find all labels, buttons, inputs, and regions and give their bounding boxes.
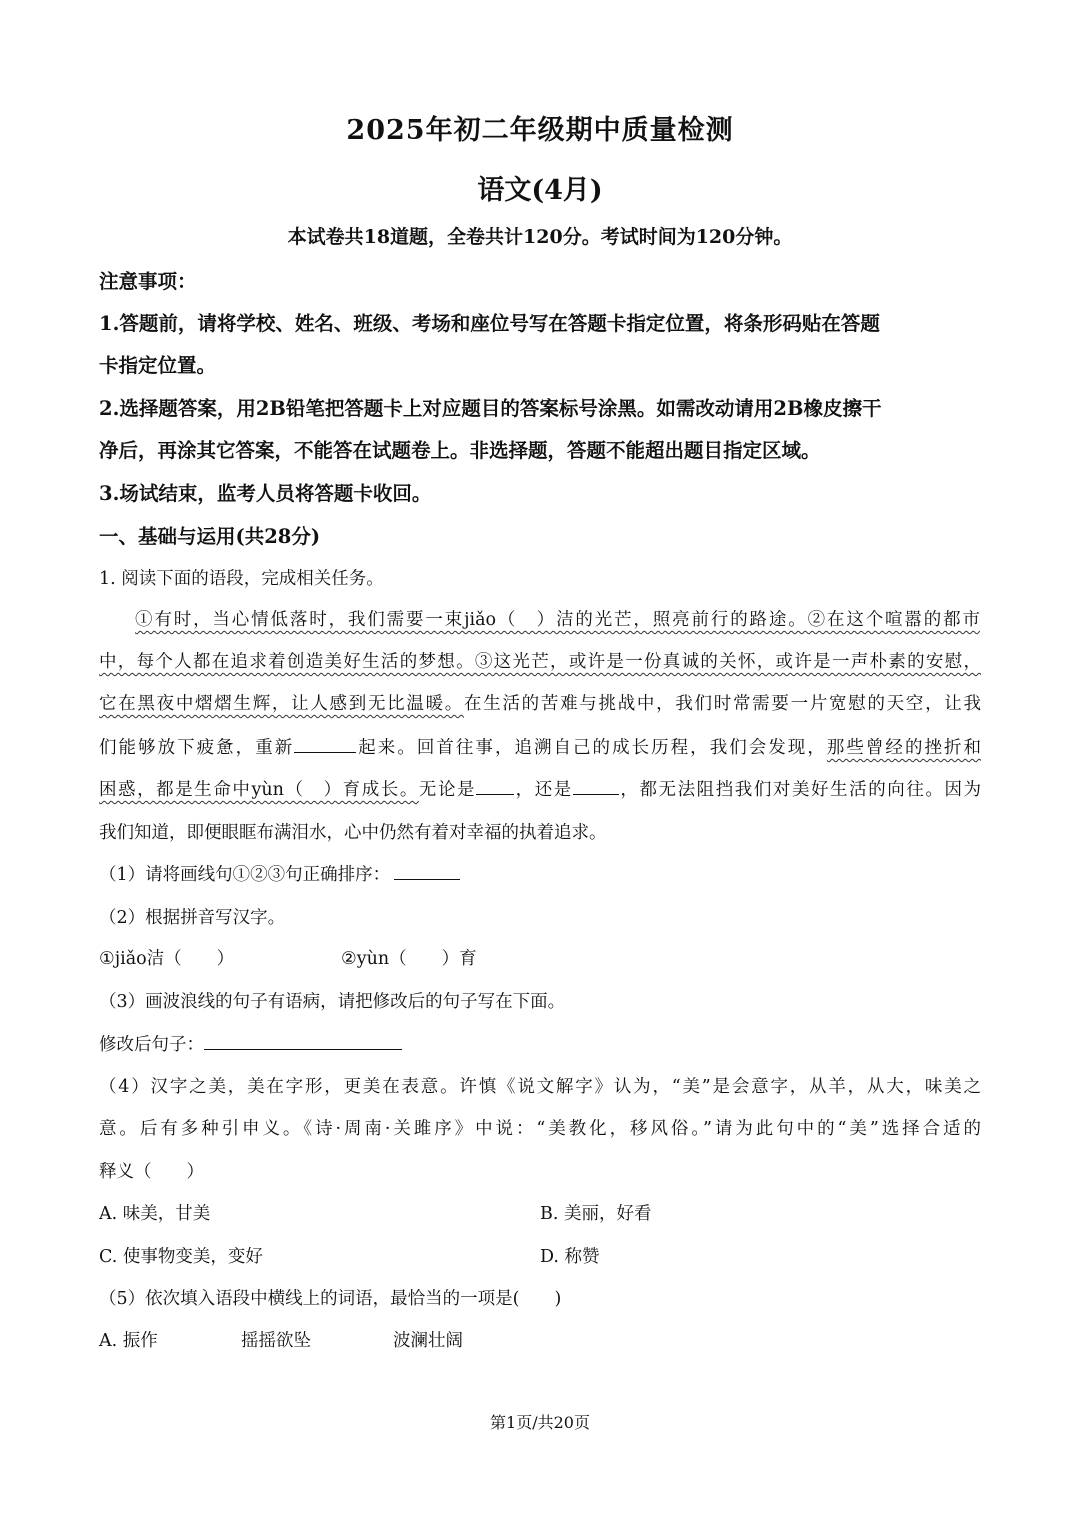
wavy-sentence-5: 困惑，都是生命中yùn（ ）育成长。	[99, 780, 419, 800]
sub5-option-a-word-3: 波澜壮阔	[393, 1331, 463, 1351]
passage-text: 无论是	[418, 780, 477, 800]
notes-item-3: 3.场试结束，监考人员将答题卡收回。	[99, 482, 432, 505]
revised-sentence-label: 修改后句子：	[99, 1035, 204, 1055]
passage-text: 起来。回首往事，追溯自己的成长历程，我们会发现，	[356, 738, 827, 758]
sub5-option-a[interactable]	[99, 1327, 158, 1352]
option-c[interactable]: C. 使事物变美，变好	[99, 1247, 263, 1267]
wavy-sentence-3: 它在黑夜中熠熠生辉，让人感到无比温暖。	[99, 694, 465, 714]
notes-item-1-line-2: 卡指定位置。	[99, 354, 217, 377]
fill-blank-2	[476, 778, 514, 795]
sub-question-1	[99, 861, 460, 886]
question-1-stem: 1. 阅读下面的语段，完成相关任务。	[99, 569, 384, 589]
revised-sentence-row	[99, 1031, 402, 1056]
passage-line-6: 我们知道，即便眼眶布满泪水，心中仍然有着对幸福的执着追求。	[99, 823, 607, 843]
exam-title: 2025年初二年级期中质量检测	[346, 115, 734, 146]
section-1-heading: 一、基础与运用(共28分)	[99, 525, 321, 548]
passage-line-4	[99, 734, 981, 759]
pinyin-item-2[interactable]: ②yùn（ ）育	[341, 949, 477, 969]
passage-line-2	[99, 648, 981, 673]
sub-question-3: （3）画波浪线的句子有语病，请把修改后的句子写在下面。	[99, 992, 566, 1012]
wavy-sentence-1: ①有时，当心情低落时，我们需要一束jiǎo（ ）洁的光芒，照亮前行的路途。②在这个喧嚣的都市	[135, 610, 980, 630]
option-b[interactable]: B. 美丽，好看	[540, 1204, 652, 1224]
passage-text: ，都无法阻挡我们对美好生活的向往。因为	[618, 780, 982, 800]
wavy-sentence-2: 中，每个人都在追求着创造美好生活的梦想。③这光芒，或许是一份真诚的关怀，或许是一声朴素的安慰，	[99, 652, 981, 672]
sub-question-5: （5）依次填入语段中横线上的词语，最恰当的一项是( )	[99, 1289, 562, 1309]
option-d[interactable]: D. 称赞	[540, 1247, 600, 1267]
passage-text: ，还是	[514, 780, 573, 800]
fill-blank-3	[573, 778, 619, 795]
sub-question-4-line-2: 意。后有多种引申义。《诗·周南·关雎序》中说：“美教化，移风俗。”请为此句中的“美”选择合适的	[99, 1119, 981, 1139]
exam-info: 本试卷共18道题，全卷共计120分。考试时间为120分钟。	[287, 226, 793, 248]
sub-question-4-line-1: （4）汉字之美，美在字形，更美在表意。许慎《说文解字》认为，“美”是会意字，从羊，从大，味美之	[99, 1077, 981, 1097]
option-a[interactable]: A. 味美，甘美	[99, 1204, 211, 1224]
sub-question-4-line-3: 释义（ ）	[99, 1162, 204, 1182]
sub5-option-a-word-1: A. 振作	[99, 1331, 158, 1351]
notes-item-1-line-1: 1.答题前，请将学校、姓名、班级、考场和座位号写在答题卡指定位置，将条形码贴在答题	[99, 312, 880, 335]
notes-heading: 注意事项：	[99, 270, 197, 293]
sub5-option-a-word-2: 摇摇欲坠	[241, 1331, 311, 1351]
passage-text: 们能够放下疲惫，重新	[99, 738, 295, 758]
fill-blank-1	[294, 736, 356, 753]
passage-text: 在生活的苦难与挑战中，我们时常需要一片宽慰的天空，让我	[464, 694, 982, 714]
sub-question-1-text: （1）请将画线句①②③句正确排序：	[99, 865, 391, 885]
wavy-sentence-4: 那些曾经的挫折和	[826, 738, 982, 758]
revised-sentence-blank[interactable]	[204, 1033, 402, 1050]
pinyin-item-1[interactable]: ①jiǎo洁（ ）	[99, 949, 235, 969]
notes-item-2-line-1: 2.选择题答案，用2B铅笔把答题卡上对应题目的答案标号涂黑。如需改动请用2B橡皮擦干	[99, 397, 882, 420]
notes-item-2-line-2: 净后，再涂其它答案，不能答在试题卷上。非选择题，答题不能超出题目指定区域。	[99, 439, 821, 462]
passage-line-3	[99, 690, 981, 715]
passage-line-5	[99, 776, 981, 801]
passage-line-1	[135, 606, 980, 631]
page-number: 第1页/共20页	[490, 1413, 590, 1432]
exam-subtitle: 语文(4月)	[477, 175, 603, 206]
sub-question-2: （2）根据拼音写汉字。	[99, 908, 286, 928]
answer-blank-order[interactable]	[394, 863, 460, 880]
